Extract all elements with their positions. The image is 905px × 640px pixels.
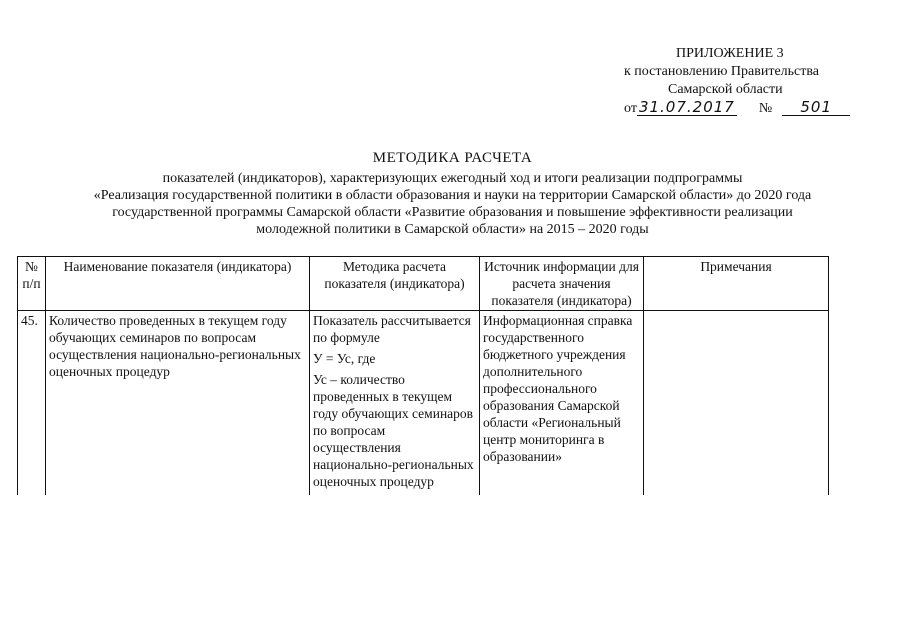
appendix-date-number-line: [624, 100, 850, 117]
row-indicator-name: Количество проведенных в текущем году обучающих семинаров по вопросам осуществления национально-региональных оценочных процедур: [46, 311, 310, 496]
row-notes: [644, 311, 829, 496]
row-number: 45.: [18, 311, 46, 496]
methodology-title-block: [40, 150, 865, 238]
header-notes: Примечания: [644, 257, 829, 311]
title-line-2: «Реализация государственной политики в области образования и науки на территории Самарской области» до 2020 года: [93, 188, 812, 203]
method-paragraph-2: Ус – количество проведенных в текущем году обучающих семинаров по вопросам осуществления национально-региональных оценочных процедур: [313, 372, 474, 489]
table-header-row: [18, 257, 829, 311]
header-number: № п/п: [18, 257, 46, 311]
header-calculation-method: Методика расчета показателя (индикатора): [310, 257, 480, 311]
table-row: [18, 311, 829, 496]
header-indicator-name: Наименование показателя (индикатора): [46, 257, 310, 311]
indicators-table: [17, 256, 829, 495]
methodology-title: МЕТОДИКА РАСЧЕТА: [372, 150, 533, 166]
appendix-region-line: Самарской области: [668, 82, 783, 97]
appendix-title: ПРИЛОЖЕНИЕ 3: [676, 46, 784, 61]
row-information-source: Информационная справка государственного бюджетного учреждения дополнительного профессионального образования Самарской области «Региональный центр мониторинга в образовании»: [480, 311, 644, 496]
title-line-1: показателей (индикаторов), характеризующих ежегодный ход и итоги реализации подпрограммы: [162, 171, 743, 186]
title-line-3: государственной программы Самарской области «Развитие образования и повышение эффективности реализации: [112, 205, 793, 220]
method-paragraph-1: Показатель рассчитывается по формуле: [313, 313, 471, 345]
appendix-resolution-line: к постановлению Правительства: [624, 64, 820, 79]
from-label: от: [624, 101, 637, 116]
number-label: №: [758, 101, 773, 116]
row-calculation-method: [310, 311, 480, 496]
title-line-4: молодежной политики в Самарской области» на 2015 – 2020 годы: [256, 222, 649, 237]
method-formula: У = Ус, где: [313, 351, 376, 366]
handwritten-date: 31.07.2017: [638, 98, 735, 116]
header-information-source: Источник информации для расчета значения показателя (индикатора): [480, 257, 644, 311]
handwritten-number: 501: [782, 100, 850, 116]
